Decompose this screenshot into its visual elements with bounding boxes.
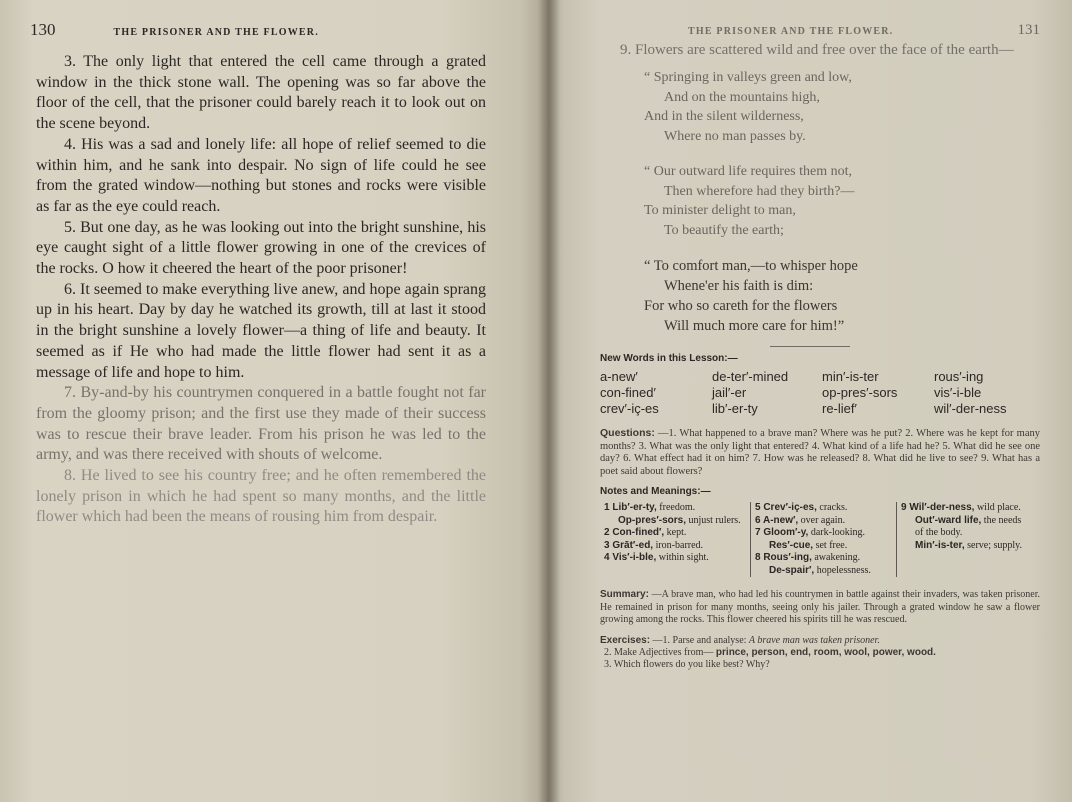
note-def: wild place. [976, 502, 1021, 514]
poem-line: Will much more care for him!” [664, 318, 845, 334]
new-word: de-ter′-mined [712, 369, 789, 384]
note-def: freedom. [659, 502, 696, 514]
running-title-left: THE PRISONER AND THE FLOWER. [113, 27, 319, 38]
summary-text: —A brave man, who had led his countrymen in battle against their invaders, was taken prisoner. He remained in prison for many months, seeing only his jailer. Through a grated window he saw a flower growing among the rocks. This flower cheered his spirits till he was rescued. [600, 589, 1040, 626]
right-page [548, 0, 1072, 802]
note-term: 5 Crev′-iç-es, [755, 502, 817, 514]
left-body-text [30, 52, 486, 528]
exercise-2 [600, 647, 1040, 659]
note-entry [755, 565, 892, 578]
note-entry [604, 540, 746, 553]
note-def: cracks. [819, 502, 848, 514]
note-term: 2 Con-fined′, [604, 527, 665, 539]
poem-line: “ Our outward life requires them not, [644, 164, 852, 179]
new-word: re-lief′ [822, 401, 857, 416]
note-def: awakening. [814, 552, 861, 564]
note-def: iron-barred. [655, 539, 704, 551]
new-words-grid [600, 369, 1040, 417]
poem-line: Then wherefore had they birth?— [664, 183, 855, 199]
note-entry [901, 502, 1032, 515]
new-word: min′-is-ter [822, 369, 879, 384]
note-term: Op-pres′-sors, [618, 514, 686, 526]
note-term: 1 Lib′-er-ty, [604, 502, 657, 514]
poem-line: To minister delight to man, [644, 203, 796, 218]
exercise-1 [600, 635, 1040, 647]
exercise-2-prefix: 2. Make Adjectives from— [604, 647, 714, 658]
book-gutter [538, 0, 560, 802]
note-term: 6 A-new′, [755, 514, 799, 526]
right-running-head [600, 22, 1040, 39]
note-term: 8 Rous′-ing, [755, 552, 812, 564]
note-def: set free. [815, 539, 848, 551]
questions-section [600, 427, 1040, 478]
summary-label: Summary: [600, 589, 649, 601]
note-entry [901, 540, 1032, 553]
note-def: kept. [666, 527, 687, 539]
note-entry [604, 515, 746, 528]
note-term: Min′-is-ter, [915, 539, 965, 551]
note-term: Res′-cue, [769, 539, 814, 551]
note-term: 3 Grāt′-ed, [604, 539, 654, 551]
paragraph-5: 5. But one day, as he was looking out into the bright sunshine, his eye caught sight of a little flower growing in one of the crevices of the rocks. O how it cheered the heart of the poor prisoner! [36, 218, 486, 278]
paragraph-4: 4. His was a sad and lonely life: all hope of relief seemed to die within him, and he sank into despair. No sign of life could he see from the grated window—nothing but stones and rocks were visible as far as the eye could reach. [36, 135, 486, 215]
new-word: a-new′ [600, 369, 638, 384]
note-def: dark-looking. [810, 527, 865, 539]
poem-line: And in the silent wilderness, [644, 109, 804, 124]
note-entry [755, 540, 892, 553]
exercise-3: 3. Which flowers do you like best? Why? [604, 659, 770, 671]
note-def: over again. [800, 514, 846, 526]
note-term: 9 Wil′-der-ness, [901, 502, 975, 514]
paragraph-7: 7. By-and-by his countrymen conquered in a battle fought not far from the gloomy prison; and the first use they made of their success was to rescue their brave leader. From his prison he was led to the army, and was there received with shouts of welcome. [36, 384, 486, 464]
note-term: De-spair′, [769, 564, 815, 576]
new-word: con-fined′ [600, 385, 656, 400]
note-entry [604, 552, 746, 565]
summary-section [600, 589, 1040, 626]
poem-stanza-2 [644, 162, 1040, 240]
questions-text: —1. What happened to a brave man? Where was he put? 2. Where was he kept for many months? 3. What was the only light that entered? 4. What kind of a life had he? 5. What did he see one day? 6. What effect had it on him? 7. How was he released? 8. What did he live to see? 9. What has a poet said about flowers? [600, 428, 1041, 477]
notes-title: Notes and Meanings:— [600, 486, 711, 498]
note-def: serve; supply. [967, 539, 1023, 551]
poem-line: Whene'er his faith is dim: [664, 278, 814, 294]
new-words-title: New Words in this Lesson:— [600, 353, 738, 364]
poem-line: For who so careth for the flowers [644, 298, 838, 314]
note-term: 4 Vis′-i-ble, [604, 552, 657, 564]
new-word: op-pres′-sors [822, 385, 898, 400]
notes-column [600, 502, 750, 577]
note-entry [755, 515, 892, 528]
paragraph-6: 6. It seemed to make everything live anew, and hope again sprang up in his heart. Day by day he watched its growth, till at last it stood in the bright sunshine a lovely flower—a thing of life and beauty. It seemed as if He who had made the little flower had sent it as a message of life and hope to him. [36, 280, 486, 381]
exercises-label: Exercises: [600, 634, 651, 646]
paragraph-3: 3. The only light that entered the cell came through a grated window in the thick stone wall. The opening was so far above the floor of the cell, that the prisoner could barely reach it to look out on the scene beyond. [36, 53, 486, 133]
questions-label: Questions: [600, 427, 655, 439]
poem-line: “ Springing in valleys green and low, [644, 70, 852, 85]
note-term: 7 Gloom′-y, [755, 527, 809, 539]
poem-line: Where no man passes by. [664, 128, 806, 144]
section-divider [770, 346, 850, 347]
new-word: vis′-i-ble [934, 385, 982, 400]
note-entry [901, 515, 1032, 540]
poem-stanza-1 [644, 68, 1040, 146]
note-def: the needs of the body. [915, 514, 1022, 539]
note-entry [755, 552, 892, 565]
exercise-2-words: prince, person, end, room, wool, power, wood. [715, 647, 936, 658]
page-number-left: 130 [30, 20, 56, 39]
note-term: Out′-ward life, [915, 514, 982, 526]
new-word: lib′-er-ty [712, 401, 758, 416]
note-entry [604, 502, 746, 515]
poem-line: And on the mountains high, [664, 89, 820, 105]
notes-column [750, 502, 896, 577]
paragraph-8: 8. He lived to see his country free; and he often remembered the lonely prison in which he had spent so many months, and the little flower which had been the means of rousing him from despair. [36, 467, 486, 526]
note-entry [755, 527, 892, 540]
note-def: within sight. [658, 552, 709, 564]
new-word: rous′-ing [934, 369, 984, 384]
exercises-section [600, 635, 1040, 672]
note-entry [755, 502, 892, 515]
exercise-1-prefix: —1. Parse and analyse: [652, 634, 747, 646]
note-def: hopelessness. [816, 564, 871, 576]
running-title-right: THE PRISONER AND THE FLOWER. [688, 26, 894, 37]
note-def: unjust rulers. [688, 514, 741, 526]
new-word: wil′-der-ness [934, 401, 1007, 416]
paragraph-9: 9. Flowers are scattered wild and free over the face of the earth— [620, 42, 1014, 58]
new-word: crev′-iç-es [600, 401, 659, 416]
poem-line: To beautify the earth; [664, 222, 784, 238]
page-number-right: 131 [1017, 22, 1040, 38]
poem-line: “ To comfort man,—to whisper hope [644, 258, 858, 274]
poem-stanza-3 [644, 256, 1040, 336]
note-entry [604, 527, 746, 540]
exercise-1-sentence: A brave man was taken prisoner. [748, 634, 880, 646]
notes-table [600, 502, 1040, 577]
new-word: jail′-er [712, 385, 747, 400]
notes-column [896, 502, 1036, 577]
left-running-head [30, 20, 486, 40]
